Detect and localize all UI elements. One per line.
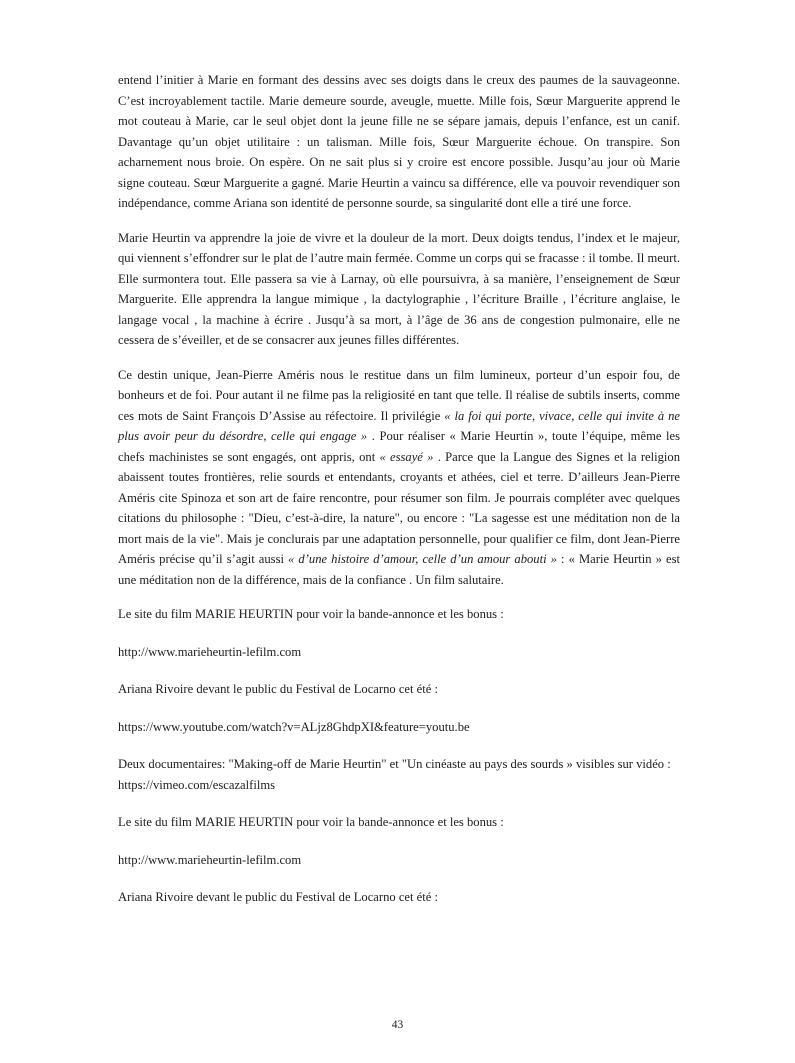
film-site-url-1[interactable]: http://www.marieheurtin-lefilm.com xyxy=(118,644,302,659)
page-number: 43 xyxy=(391,1019,404,1031)
film-site-url-2[interactable]: http://www.marieheurtin-lefilm.com xyxy=(118,852,302,867)
paragraph-3-segment-1: Ce destin unique, Jean-Pierre Améris nous le restitue dans un film lumineux, porteur d’un espoir fou, de bonheurs et de foi. Pour autant il ne filme pas la religiosité en tant que telle. Il réalise de subtils inserts, comme ces mots de Saint François D’Assise au réfectoire. Il privilégie xyxy=(118,367,680,423)
locarno-line-1: Ariana Rivoire devant le public du Festival de Locarno cet été : xyxy=(118,682,438,696)
documentaries-line[interactable]: Deux documentaires: "Making-off de Marie Heurtin" et "Un cinéaste au pays des sourds » visibles sur vidéo : https://vimeo.com/escazalfilms xyxy=(118,757,671,792)
paragraph-3-quote-1: « la foi qui porte, vivace, celle qui invite à ne plus avoir peur du désordre, celle qui engage » xyxy=(118,408,680,443)
paragraph-3-quote-3: « d’une histoire d’amour, celle d’un amour abouti » xyxy=(288,552,557,566)
paragraph-3-segment-2: . Pour réaliser « Marie Heurtin », toute l’équipe, même les chefs machinistes se sont engagés, ont appris, ont xyxy=(118,429,681,464)
paragraph-1: entend l’initier à Marie en formant des dessins avec ses doigts dans le creux des paumes de la sauvageonne. C’est incroyablement tactile. Marie demeure sourde, aveugle, muette. Mille fois, Sœur Marguerite apprend le mot couteau à Marie, car le seul objet dont la jeune fille ne se sépare jamais, depuis l’enfance, est un canif. Davantage qu’un objet utilitaire : un talisman. Mille fois, Sœur Marguerite échoue. On transpire. Son acharnement nous broie. On espère. On ne sait plus si y croire est encore possible. Jusqu’au jour où Marie signe couteau. Sœur Marguerite a gagné. Marie Heurtin a vaincu sa différence, elle va pouvoir revendiquer son indépendance, comme Ariana son identité de personne sourde, sa singularité dont elle a tiré une force. xyxy=(118,73,680,210)
paragraph-3 xyxy=(118,365,680,591)
paragraph-3-segment-3: . Parce que la Langue des Signes et la religion abaissent toutes frontières, relie sourds et entendants, croyants et athées, ciel et terre. D’ailleurs Jean-Pierre Améris cite Spinoza et son art de faire rencontre, pour résumer son film. Je pourrais compléter avec quelques citations du philosophe : "Dieu, c’est-à-dire, la nature", ou encore : "La sagesse est une méditation non de la mort mais de la vie". Mais je conclurais par une adaptation personnelle, pour qualifier ce film, dont Jean-Pierre Améris précise qu’il s’agit aussi xyxy=(118,449,680,566)
paragraph-3-quote-2: « essayé » xyxy=(379,449,434,464)
locarno-line-2: Ariana Rivoire devant le public du Festival de Locarno cet été : xyxy=(118,890,438,904)
youtube-url[interactable]: https://www.youtube.com/watch?v=ALjz8GhdpXI&feature=youtu.be xyxy=(118,719,470,734)
paragraph-2: Marie Heurtin va apprendre la joie de vivre et la douleur de la mort. Deux doigts tendus, l’index et le majeur, qui viennent s’effondrer sur le plat de l’autre main fermée. Comme un corps qui se fracasse : il tombe. Il meurt. Elle surmontera tout. Elle passera sa vie à Larnay, où elle poursuivra, à sa manière, l’enseignement de Sœur Marguerite. Elle apprendra la langue mimique , la dactylographie , l’écriture Braille , l’écriture anglaise, le langage vocal , la machine à écrire . Jusqu’à sa mort, à l’âge de 36 ans de congestion pulmonaire, elle ne cessera de s’éveiller, et de se consacrer aux jeunes filles différentes. xyxy=(118,230,680,347)
paragraph-3-segment-4: : « Marie Heurtin » est une méditation non de la différence, mais de la confiance . Un film salutaire. xyxy=(118,552,680,587)
film-site-line-2: Le site du film MARIE HEURTIN pour voir la bande-annonce et les bonus : xyxy=(118,815,504,829)
film-site-line-1: Le site du film MARIE HEURTIN pour voir la bande-annonce et les bonus : xyxy=(118,607,504,621)
